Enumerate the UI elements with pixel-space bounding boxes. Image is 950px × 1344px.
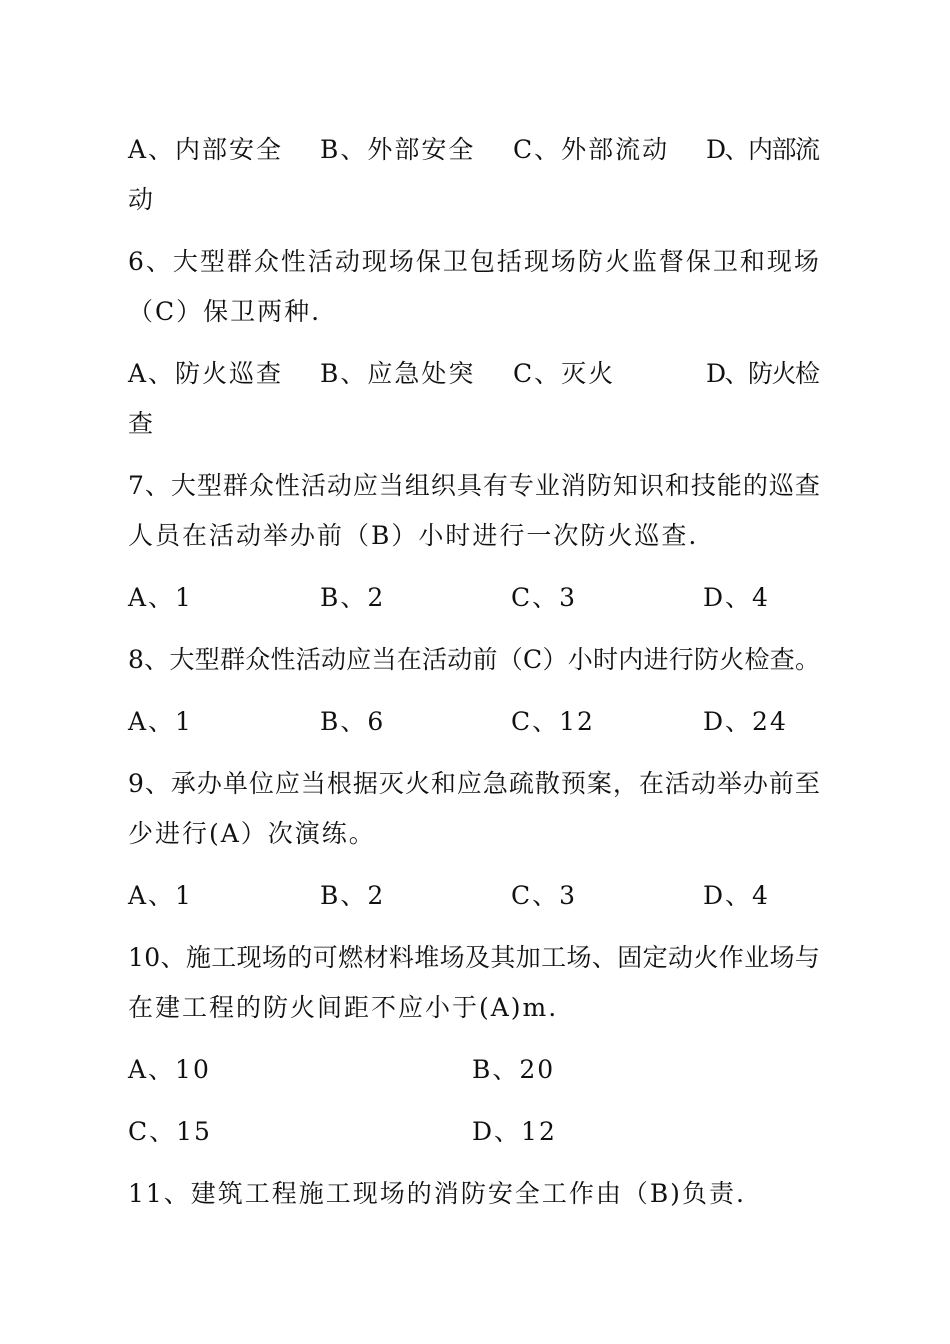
q6-option-a: A、防火巡查 xyxy=(128,359,284,388)
q9-text-line1: 9、承办单位应当根据灭火和应急疏散预案，在活动举办前至 xyxy=(128,769,821,798)
q10-text-line2: 在建工程的防火间距不应小于(A)m. xyxy=(128,993,559,1022)
q6-option-d: D、防火检 xyxy=(706,359,819,388)
q6-text-line1: 6、大型群众性活动现场保卫包括现场防火监督保卫和现场 xyxy=(128,247,821,276)
q8-option-c: C、12 xyxy=(511,707,595,736)
q10-option-b: B、20 xyxy=(472,1055,556,1084)
q10-text-line1: 10、施工现场的可燃材料堆场及其加工场、固定动火作业场与 xyxy=(128,943,821,972)
q7-option-d: D、4 xyxy=(703,583,770,612)
q11-text-line1: 11、建筑工程施工现场的消防安全工作由（B)负责. xyxy=(128,1179,746,1208)
q7-text-line2: 人员在活动举办前（B）小时进行一次防火巡查. xyxy=(128,521,699,550)
q7-option-b: B、2 xyxy=(320,583,386,612)
q9-option-d: D、4 xyxy=(703,881,770,910)
q5-option-a: A、内部安全 xyxy=(128,135,284,164)
q9-option-b: B、2 xyxy=(320,881,386,910)
q8-option-b: B、6 xyxy=(320,707,386,736)
q10-option-c: C、15 xyxy=(128,1117,212,1146)
q10-option-a: A、10 xyxy=(128,1055,211,1084)
q6-text-line2: （C）保卫两种. xyxy=(128,297,322,326)
q9-option-c: C、3 xyxy=(511,881,578,910)
q5-option-wrap: 动 xyxy=(128,185,156,214)
q6-option-c: C、灭火 xyxy=(513,359,616,388)
q7-option-a: A、1 xyxy=(128,583,193,612)
q8-option-a: A、1 xyxy=(128,707,193,736)
q7-option-c: C、3 xyxy=(511,583,578,612)
q8-option-d: D、24 xyxy=(703,707,788,736)
q10-option-d: D、12 xyxy=(472,1117,557,1146)
q5-option-d: D、内部流 xyxy=(706,135,819,164)
q8-text-line1: 8、大型群众性活动应当在活动前（C）小时内进行防火检查。 xyxy=(128,645,821,674)
q7-text-line1: 7、大型群众性活动应当组织具有专业消防知识和技能的巡查 xyxy=(128,471,821,500)
q6-option-wrap: 查 xyxy=(128,409,156,438)
q9-option-a: A、1 xyxy=(128,881,193,910)
q9-text-line2: 少进行(A）次演练。 xyxy=(128,819,376,848)
q5-option-b: B、外部安全 xyxy=(320,135,476,164)
q6-option-b: B、应急处突 xyxy=(320,359,476,388)
q5-option-c: C、外部流动 xyxy=(513,135,670,164)
